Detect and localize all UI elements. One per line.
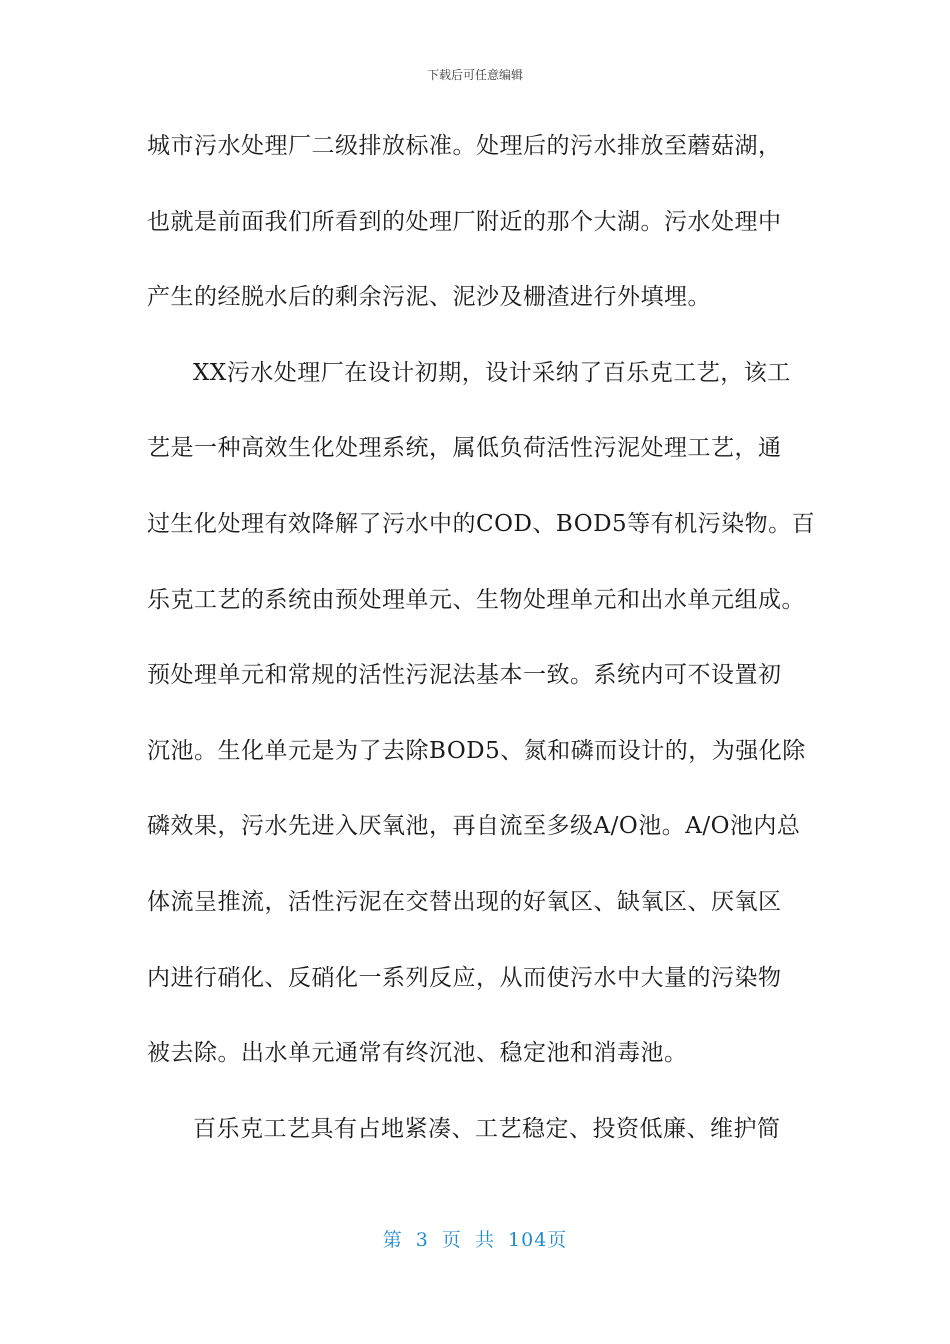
body-line: 沉池。生化单元是为了去除BOD5、氮和磷而设计的，为强化除 [147, 737, 806, 764]
body-line: 内进行硝化、反硝化一系列反应，从而使污水中大量的污染物 [147, 964, 782, 991]
page-header-note: 下载后可任意编辑 [426, 68, 523, 82]
body-line: 艺是一种高效生化处理系统，属低负荷活性污泥处理工艺，通 [147, 435, 782, 462]
body-line: 预处理单元和常规的活性污泥法基本一致。系统内可不设置初 [147, 662, 782, 689]
body-line: 也就是前面我们所看到的处理厂附近的那个大湖。污水处理中 [147, 208, 782, 235]
footer-page-word: 页 [441, 1229, 462, 1251]
footer-total-word: 共 [474, 1229, 495, 1251]
body-line: 城市污水处理厂二级排放标准。处理后的污水排放至蘑菇湖， [147, 133, 782, 159]
body-line: 被去除。出水单元通常有终沉池、稳定池和消毒池。 [147, 1040, 688, 1067]
document-body [147, 126, 816, 1184]
footer-current-page: 3 [415, 1229, 429, 1251]
paragraph-start-line: XX污水处理厂在设计初期，设计采纳了百乐克工艺，该工 [193, 359, 791, 386]
body-line: 产生的经脱水后的剩余污泥、泥沙及栅渣进行外填埋。 [147, 284, 711, 311]
body-line: 体流呈推流，活性污泥在交替出现的好氧区、缺氧区、厌氧区 [147, 888, 782, 915]
body-line: 磷效果，污水先进入厌氧池，再自流至多级A/O池。A/O池内总 [147, 813, 801, 840]
body-line: 乐克工艺的系统由预处理单元、生物处理单元和出水单元组成。 [147, 586, 805, 613]
body-line: 过生化处理有效降解了污水中的COD、BOD5等有机污染物。百 [147, 510, 816, 537]
footer-total-pages: 104页 [508, 1229, 568, 1251]
paragraph-start-line: 百乐克工艺具有占地紧凑、工艺稳定、投资低廉、维护简 [193, 1115, 781, 1142]
page-footer [0, 1225, 950, 1252]
footer-prefix: 第 [382, 1229, 403, 1251]
